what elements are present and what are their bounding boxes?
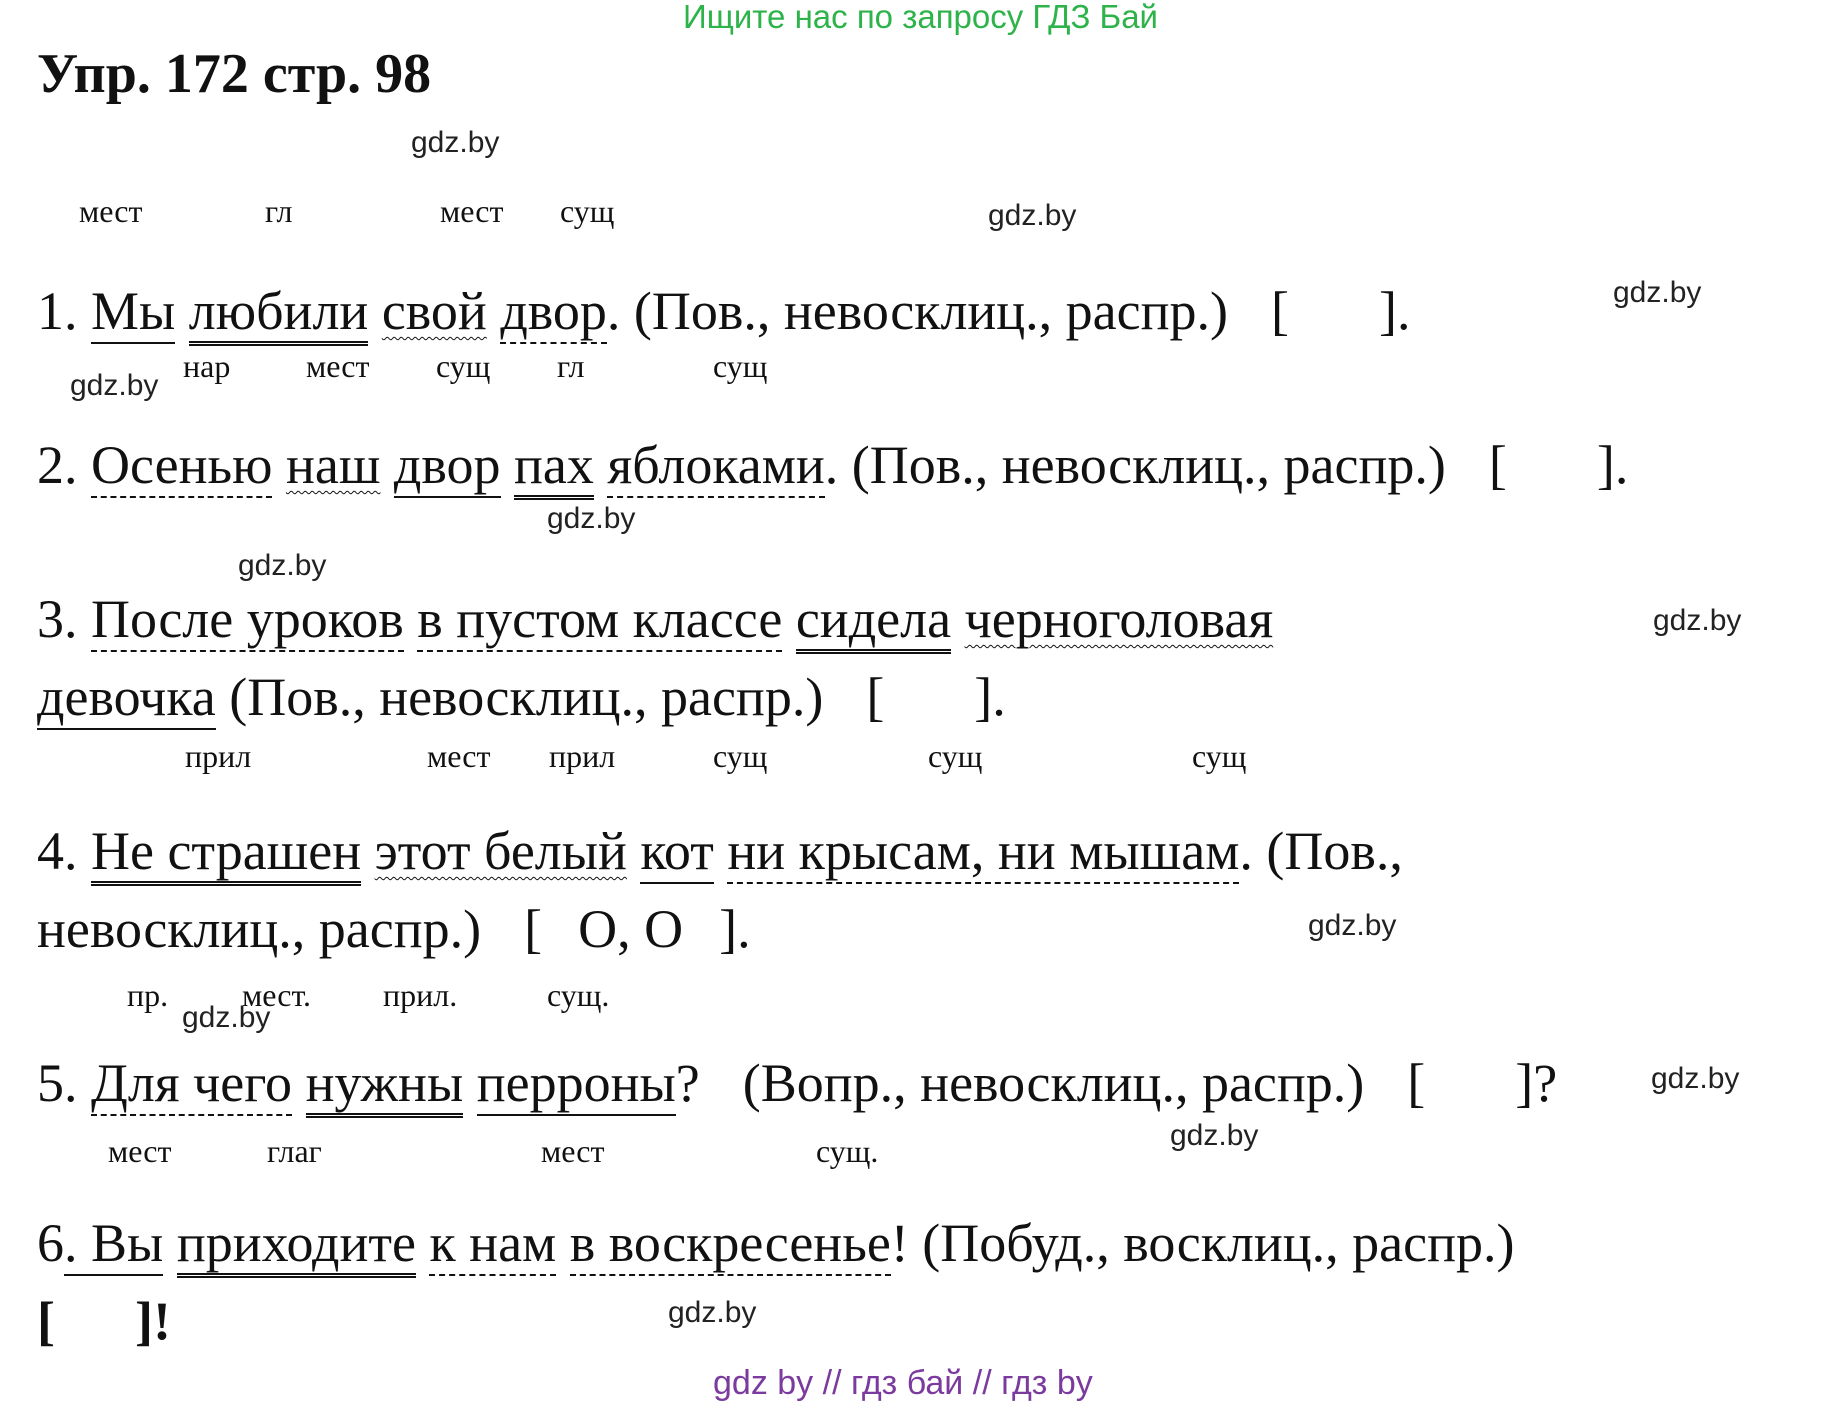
scheme-close: ]. — [1379, 281, 1411, 341]
object: к нам — [429, 1213, 556, 1276]
sentence-3 — [37, 588, 1273, 650]
predicate: сидела — [796, 589, 951, 654]
watermark: gdz.by — [182, 1001, 271, 1034]
sentence-number: 2. — [37, 435, 78, 495]
predicate: нужны — [306, 1053, 464, 1118]
watermark: gdz.by — [1613, 276, 1702, 309]
watermark: gdz.by — [411, 126, 500, 159]
pos-label: сущ. — [547, 977, 610, 1013]
scheme-inner: О, О — [578, 899, 684, 959]
scheme-close: ]! — [134, 1291, 171, 1351]
pos-label: мест — [440, 193, 504, 229]
scheme-open: [ — [1488, 435, 1507, 495]
pos-label: нар — [183, 348, 231, 384]
watermark: gdz.by — [547, 502, 636, 535]
predicate: приходите — [177, 1213, 416, 1278]
sentence-info: невосклиц., распр.) — [37, 899, 482, 959]
pos-label: сущ — [1192, 738, 1247, 774]
pos-label: сущ — [713, 738, 768, 774]
attribute: этот белый — [374, 821, 627, 881]
watermark: gdz.by — [1651, 1062, 1740, 1095]
sentence-number: 3. — [37, 589, 78, 649]
scheme-open: [ — [1271, 281, 1289, 341]
pos-label: сущ — [928, 738, 983, 774]
punctuation: . — [824, 435, 839, 495]
pos-label: сущ — [713, 348, 768, 384]
attribute: черноголовая — [964, 589, 1274, 649]
sentence-2 — [37, 434, 1628, 496]
sentence-info: (Вопр., невосклиц., распр.) — [742, 1053, 1365, 1113]
adverbial: в воскресенье — [570, 1213, 891, 1276]
predicate: любили — [189, 281, 369, 346]
sentence-number: 1. — [37, 281, 78, 341]
scheme-close: ]? — [1515, 1053, 1558, 1113]
sentence-3-cont — [37, 666, 1006, 728]
sentence-number: 5. — [37, 1053, 78, 1113]
page-title: Упр. 172 стр. 98 — [37, 43, 432, 105]
pos-label: прил — [185, 738, 252, 774]
sentence-6 — [37, 1212, 1515, 1274]
sentence-1 — [37, 280, 1410, 342]
adverbial: После уроков — [91, 589, 404, 652]
scheme-open: [ — [37, 1291, 55, 1351]
adverbial: Осенью — [91, 435, 272, 498]
attribute: свой — [381, 281, 487, 341]
pos-label: пр. — [127, 977, 169, 1013]
watermark: gdz.by — [1653, 604, 1742, 637]
watermark: gdz.by — [988, 199, 1077, 232]
pos-label: гл — [557, 348, 585, 384]
pos-label: мест — [306, 348, 370, 384]
sentence-info: (Пов., невосклиц., распр.) — [633, 281, 1229, 341]
sentence-info: (Пов., невосклиц., распр.) — [851, 435, 1446, 495]
subject: кот — [640, 821, 713, 884]
sentence-info: (Пов., невосклиц., распр.) — [229, 667, 824, 727]
scheme-open: [ — [866, 667, 885, 727]
punctuation: ? — [675, 1053, 700, 1113]
scheme-open: [ — [1407, 1053, 1426, 1113]
subject: девочка — [37, 667, 216, 730]
pos-label: прил. — [383, 977, 458, 1013]
sentence-info: (Пов., — [1266, 821, 1403, 881]
punctuation: ! — [890, 1213, 909, 1273]
sentence-number: 4. — [37, 821, 78, 881]
subject: перроны — [477, 1053, 676, 1116]
predicate: пах — [514, 435, 594, 500]
scheme-close: ]. — [719, 899, 751, 959]
adverbial: в пустом классе — [417, 589, 782, 652]
object: яблоками — [607, 435, 824, 498]
pos-label: глаг — [267, 1133, 322, 1169]
sentence-info: (Побуд., восклиц., распр.) — [922, 1213, 1515, 1273]
pos-label: мест — [108, 1133, 172, 1169]
pos-label: мест — [79, 193, 143, 229]
subject: . Вы — [64, 1213, 163, 1276]
pos-label: мест. — [242, 977, 312, 1013]
scheme-open: [ — [524, 899, 543, 959]
object: ни крысам, ни мышам — [727, 821, 1239, 884]
sentence-number: 6 — [37, 1213, 64, 1273]
object: двор — [500, 281, 607, 344]
scheme-close: ]. — [1596, 435, 1629, 495]
watermark: gdz.by — [70, 369, 159, 402]
watermark: gdz.by — [238, 549, 327, 582]
scheme-close: ]. — [974, 667, 1006, 727]
sentence-4 — [37, 820, 1403, 882]
pos-label: гл — [265, 193, 293, 229]
pos-label: сущ. — [816, 1133, 879, 1169]
subject: Мы — [91, 281, 175, 344]
pos-label: сущ — [436, 348, 491, 384]
attribute: наш — [285, 435, 381, 495]
pos-label: сущ — [560, 193, 615, 229]
footer-watermark: gdz by // гдз бай // гдз by — [713, 1364, 1093, 1402]
punctuation: . — [1239, 821, 1253, 881]
watermark: gdz.by — [1170, 1119, 1259, 1152]
sentence-6-scheme — [37, 1290, 171, 1352]
top-banner: Ищите нас по запросу ГДЗ Бай — [683, 0, 1158, 35]
predicate: Не страшен — [91, 821, 361, 886]
pos-label: прил — [549, 738, 616, 774]
punctuation: . — [606, 281, 621, 341]
sentence-5 — [37, 1052, 1557, 1114]
pos-label: мест — [427, 738, 491, 774]
watermark: gdz.by — [668, 1296, 757, 1329]
pos-label: мест — [541, 1133, 605, 1169]
adverbial: Для чего — [91, 1053, 292, 1116]
sentence-4-cont — [37, 898, 751, 960]
subject: двор — [394, 435, 501, 498]
watermark: gdz.by — [1308, 909, 1397, 942]
